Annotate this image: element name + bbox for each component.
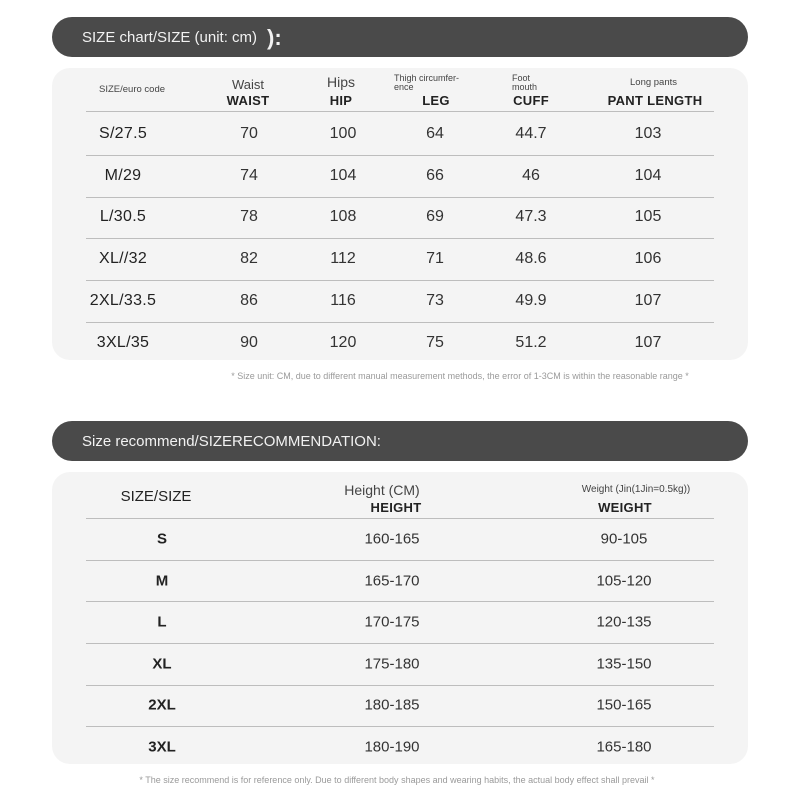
size-chart-cell-waist: 86 (240, 291, 258, 309)
size-chart-cell-size: M/29 (104, 166, 142, 184)
size-chart-cell-hip: 116 (330, 291, 356, 309)
size-chart-cell-length: 106 (634, 250, 662, 268)
size-chart-title-bracket: ): (267, 25, 282, 50)
size-recommend-cell-size: 2XL (148, 696, 176, 714)
size-recommend-cell-height: 180-190 (364, 738, 420, 756)
size-chart-cell-length: 105 (634, 208, 662, 226)
header-divider (86, 518, 714, 519)
size-chart-note: * Size unit: CM, due to different manual measurement methods, the error of 1-3CM is within the reasonable range * (231, 371, 689, 381)
size-recommend-cell-size: M (155, 572, 169, 590)
header-foot-mouth-label: Foot mouth (512, 73, 538, 92)
header-hips-label: Hips (326, 74, 356, 90)
size-chart-cell-hip: 120 (329, 333, 357, 351)
size-chart-cell-size: S/27.5 (98, 125, 148, 142)
size-recommend-cell-weight: 120-135 (596, 613, 652, 631)
row-divider (86, 643, 714, 644)
size-chart-cell-waist: 82 (240, 250, 258, 268)
size-recommend-cell-size: L (157, 613, 167, 631)
header-waist-code: WAIST (226, 93, 270, 108)
size-chart-cell-size: 3XL/35 (96, 333, 150, 351)
size-chart-cell-leg: 64 (426, 125, 444, 142)
size-recommend-cell-weight: 135-150 (596, 655, 652, 673)
size-chart-cell-cuff: 49.9 (515, 291, 547, 309)
size-recommend-cell-height: 160-165 (364, 530, 420, 548)
header-long-pants-label: Long pants (630, 77, 678, 88)
size-chart-banner (52, 17, 748, 57)
size-chart-cell-length: 103 (634, 125, 662, 142)
header-weight-label: Weight (Jin(1Jin=0.5kg)) (581, 484, 691, 495)
header-height-label: Height (CM) (344, 482, 420, 498)
size-recommend-cell-weight: 90-105 (600, 530, 648, 548)
header-size-size: SIZE/SIZE (120, 488, 192, 505)
size-recommend-cell-height: 180-185 (364, 696, 420, 714)
size-chart-cell-size: 2XL/33.5 (89, 291, 157, 309)
header-height-code: HEIGHT (370, 500, 422, 515)
size-recommend-cell-weight: 105-120 (596, 572, 652, 590)
header-size-euro-code: SIZE/euro code (99, 84, 166, 95)
row-divider (86, 726, 714, 727)
size-chart-cell-length: 107 (634, 333, 662, 351)
size-recommend-banner (52, 421, 748, 461)
row-divider (86, 560, 714, 561)
header-cuff-code: CUFF (513, 93, 549, 108)
size-recommend-cell-weight: 165-180 (596, 738, 652, 756)
row-divider (86, 322, 714, 323)
header-divider (86, 111, 714, 112)
header-leg-code: LEG (422, 93, 450, 108)
row-divider (86, 601, 714, 602)
size-chart-cell-size: XL//32 (98, 250, 148, 268)
size-chart-panel (52, 68, 748, 360)
size-chart-cell-waist: 70 (240, 125, 258, 142)
size-chart-cell-cuff: 47.3 (515, 208, 547, 226)
size-chart-cell-leg: 71 (426, 250, 444, 268)
row-divider (86, 685, 714, 686)
size-chart-cell-hip: 100 (329, 125, 357, 142)
size-chart-cell-length: 107 (634, 291, 662, 309)
size-chart-title: SIZE chart/SIZE (unit: cm) (82, 28, 258, 46)
size-chart-cell-length: 104 (634, 166, 662, 184)
size-chart-cell-cuff: 48.6 (515, 250, 547, 268)
size-chart-cell-waist: 78 (240, 208, 258, 226)
size-recommend-cell-size: S (156, 530, 168, 548)
size-recommend-note: * The size recommend is for reference only. Due to different body shapes and wearing habits, the actual body effect shall prevail * (139, 775, 655, 785)
size-recommend-cell-height: 170-175 (364, 613, 420, 631)
header-thigh-label: Thigh circumfer- ence (394, 73, 460, 92)
size-recommend-cell-size: 3XL (148, 738, 176, 756)
header-pant-length-code: PANT LENGTH (607, 93, 703, 108)
row-divider (86, 280, 714, 281)
size-recommend-cell-height: 165-170 (364, 572, 420, 590)
size-chart-cell-cuff: 51.2 (515, 333, 547, 351)
size-chart-cell-hip: 112 (330, 250, 356, 268)
size-chart-cell-hip: 104 (329, 166, 357, 184)
size-chart-cell-cuff: 44.7 (515, 125, 547, 142)
size-chart-cell-cuff: 46 (522, 166, 540, 184)
header-hip-code: HIP (329, 93, 353, 108)
size-chart-cell-leg: 66 (426, 166, 444, 184)
header-weight-code: WEIGHT (598, 500, 652, 515)
row-divider (86, 155, 714, 156)
row-divider (86, 238, 714, 239)
size-chart-cell-leg: 73 (426, 291, 444, 309)
row-divider (86, 197, 714, 198)
size-recommend-panel (52, 472, 748, 764)
size-chart-cell-waist: 90 (240, 333, 258, 351)
size-chart-cell-leg: 75 (426, 333, 444, 351)
size-chart-cell-waist: 74 (240, 166, 258, 184)
size-chart-cell-size: L/30.5 (99, 208, 147, 226)
size-chart-cell-hip: 108 (329, 208, 357, 226)
size-recommend-cell-weight: 150-165 (596, 696, 652, 714)
header-waist-label: Waist (231, 77, 265, 92)
size-recommend-cell-height: 175-180 (364, 655, 420, 673)
size-chart-cell-leg: 69 (426, 208, 444, 226)
size-recommend-cell-size: XL (152, 655, 172, 673)
size-recommend-title: Size recommend/SIZERECOMMENDATION: (82, 432, 381, 450)
